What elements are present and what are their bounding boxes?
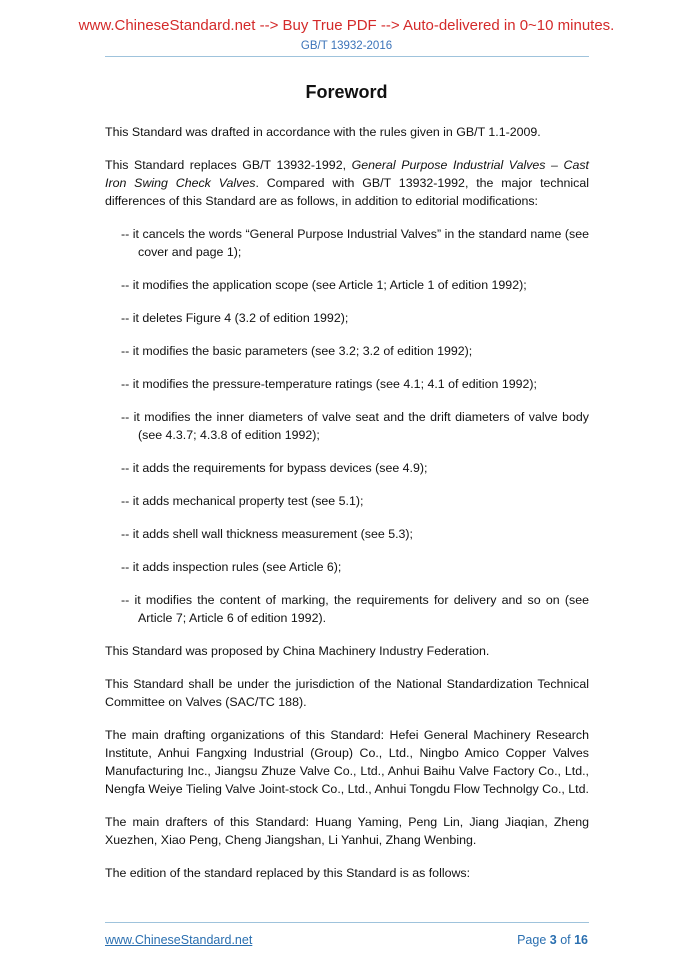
list-item: -- it deletes Figure 4 (3.2 of edition 1992); [121,311,349,325]
page-title: Foreword [305,82,388,102]
footer-link[interactable]: www.ChineseStandard.net [105,933,253,947]
paragraph: The main drafters of this Standard: Huang Yaming, Peng Lin, Jiang Jiaqian, Zheng Xuezhen, Xiao Peng, Cheng Jiangshan, Li Yanhui, Zhang Wenbing. [105,815,589,847]
promo-banner[interactable]: www.ChineseStandard.net --> Buy True PDF --> Auto-delivered in 0~10 minutes. [78,17,615,34]
paragraph: The edition of the standard replaced by this Standard is as follows: [105,866,471,880]
paragraph: This Standard shall be under the jurisdiction of the National Standardization Technical Committee on Valves (SAC/TC 188). [105,677,589,709]
paragraph [105,156,589,210]
list-item: -- it adds shell wall thickness measurement (see 5.3); [121,527,413,541]
text: This Standard replaces GB/T 13932-1992, [105,158,352,172]
page-number [517,933,588,947]
document-body [105,123,589,897]
list-item: -- it adds inspection rules (see Article 6); [121,560,342,574]
list-item: -- it cancels the words “General Purpose Industrial Valves” in the standard name (see cover and page 1); [121,227,589,259]
paragraph: The main drafting organizations of this Standard: Hefei General Machinery Research Institute, Anhui Fangxing Industrial (Group) Co., Ltd., Ningbo Amico Copper Valves Manufacturing Inc., Jiangsu Zhuze Valve Co., Ltd., Anhui Baihu Valve Factory Co., Ltd., Nengfa Weiye Tieling Valve Joint-stock Co., Ltd., Anhui Tongdu Flow Technolgy Co., Ltd. [105,728,589,796]
document-code: GB/T 13932-2016 [300,40,393,52]
paragraph: This Standard was drafted in accordance with the rules given in GB/T 1.1-2009. [105,125,541,139]
list-item: -- it modifies the inner diameters of valve seat and the drift diameters of valve body (see 4.3.7; 4.3.8 of edition 1992); [121,410,589,442]
list-item: -- it adds mechanical property test (see 5.1); [121,494,364,508]
page-of: of [556,933,575,947]
list-item: -- it modifies the pressure-temperature ratings (see 4.1; 4.1 of edition 1992); [121,377,537,391]
page-label: Page [517,933,550,947]
list-item: -- it adds the requirements for bypass devices (see 4.9); [121,461,428,475]
list-item: -- it modifies the application scope (see Article 1; Article 1 of edition 1992); [121,278,527,292]
footer-divider [105,922,589,923]
text: . Compared with GB/T 13932-1992, the major technical differences of this Standard are as follows, in addition to editorial modifications: [105,176,589,208]
list-item: -- it modifies the content of marking, the requirements for delivery and so on (see Article 7; Article 6 of edition 1992). [121,593,589,625]
header-divider [105,56,589,57]
list-item: -- it modifies the basic parameters (see 3.2; 3.2 of edition 1992); [121,344,473,358]
paragraph: This Standard was proposed by China Machinery Industry Federation. [105,644,490,658]
current-page: 3 [549,933,557,947]
standard-title: General Purpose Industrial Valves – Cast Iron Swing Check Valves [105,158,589,190]
total-pages: 16 [574,933,588,947]
